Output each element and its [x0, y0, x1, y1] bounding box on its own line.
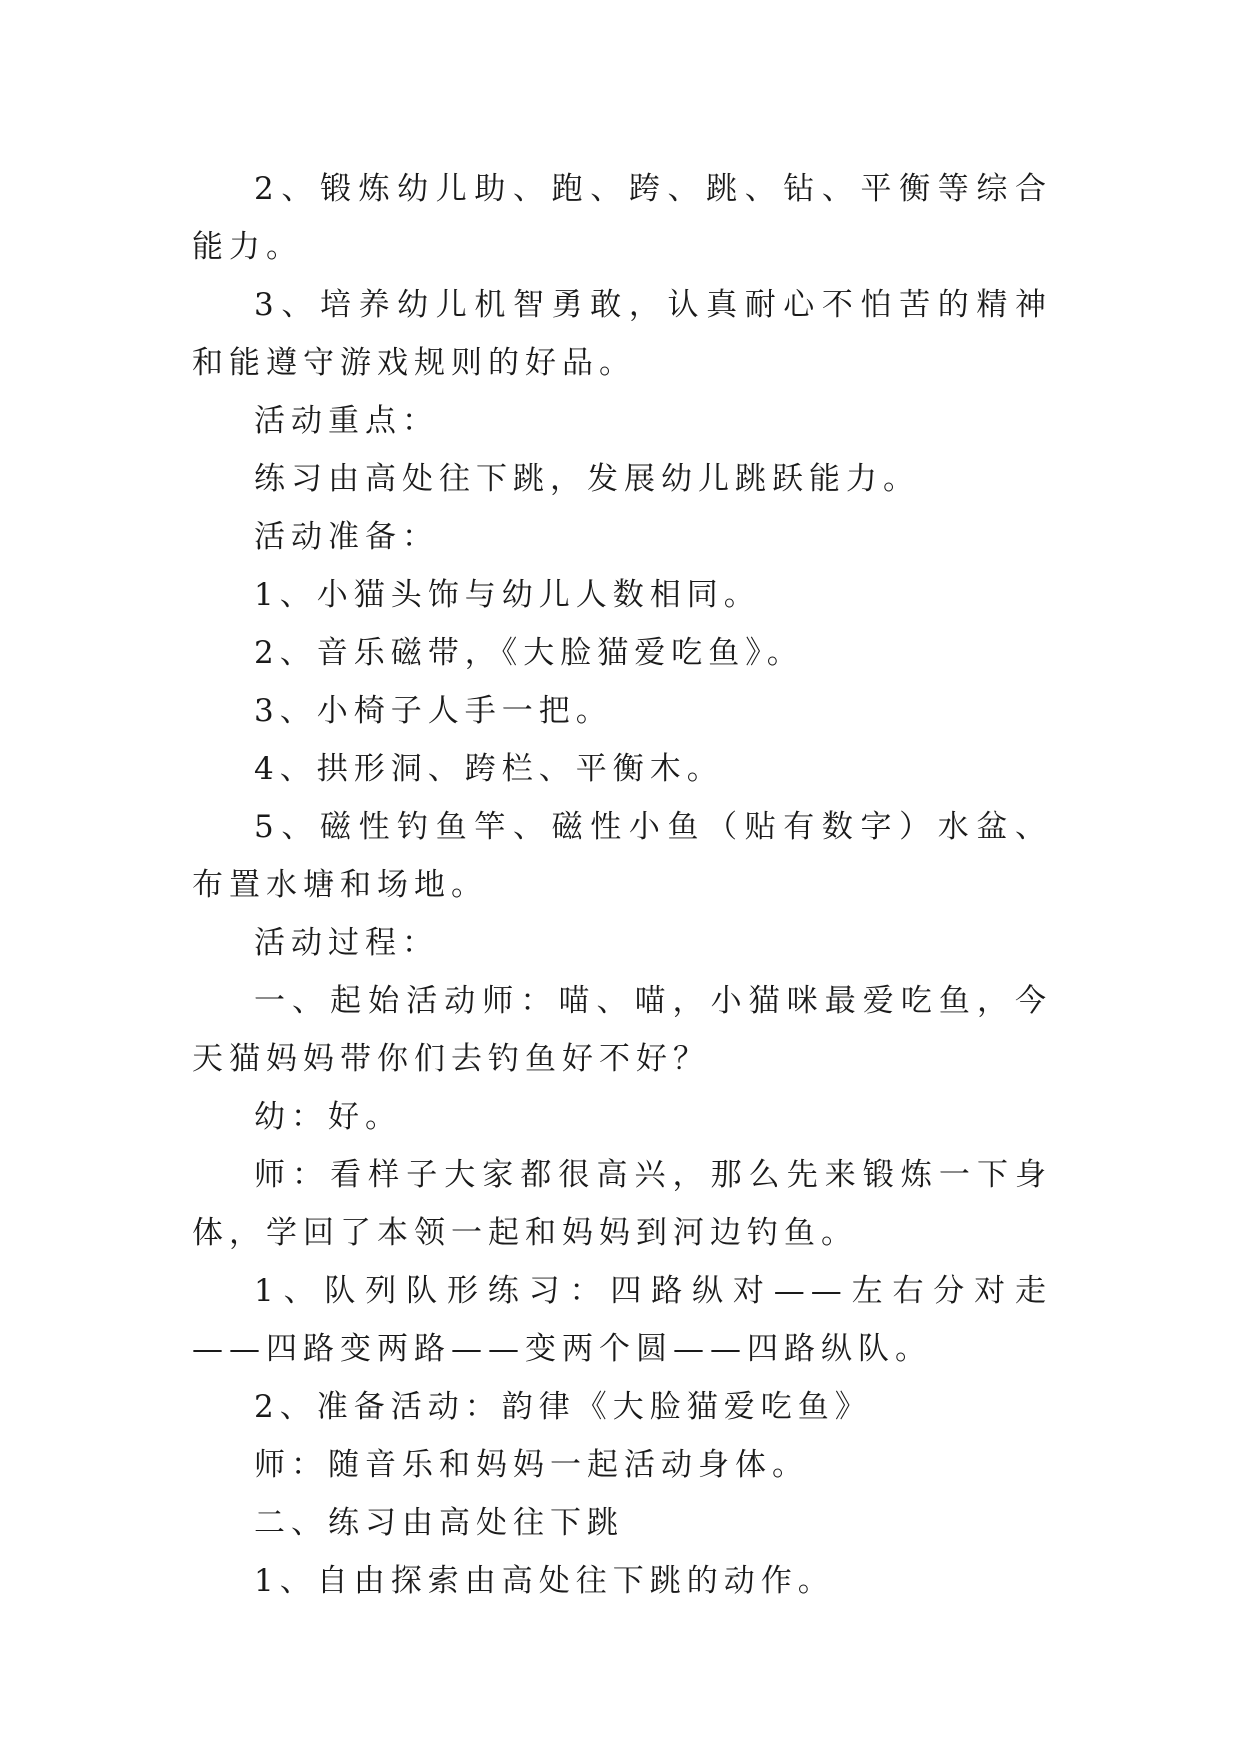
- section-heading: 活动重点：: [254, 403, 439, 439]
- section-heading: 二、练习由高处往下跳: [254, 1505, 624, 1541]
- paragraph: 幼：好。: [254, 1099, 402, 1135]
- paragraph: 一、起始活动师：喵、喵，小猫咪最爱吃鱼，今天猫妈妈带你们去钓鱼好不好？: [192, 983, 1052, 1077]
- list-item: 3、小椅子人手一把。: [254, 693, 613, 729]
- section-heading: 活动准备：: [254, 519, 439, 555]
- list-item: 1、队列队形练习：四路纵对——左右分对走——四路变两路——变两个圆——四路纵队。: [192, 1273, 1052, 1367]
- paragraph: 2、锻炼幼儿助、跑、跨、跳、钻、平衡等综合能力。: [192, 171, 1052, 265]
- paragraph: 练习由高处往下跳，发展幼儿跳跃能力。: [254, 461, 920, 497]
- paragraph: 3、培养幼儿机智勇敢，认真耐心不怕苦的精神和能遵守游戏规则的好品。: [192, 287, 1052, 381]
- list-item: 5、磁性钓鱼竿、磁性小鱼（贴有数字）水盆、布置水塘和场地。: [192, 809, 1052, 903]
- paragraph: 师：随音乐和妈妈一起活动身体。: [254, 1447, 809, 1483]
- list-item: 2、准备活动：韵律《大脸猫爱吃鱼》: [254, 1389, 872, 1425]
- list-item: 1、小猫头饰与幼儿人数相同。: [254, 577, 761, 613]
- section-heading: 活动过程：: [254, 925, 439, 961]
- list-item: 1、自由探索由高处往下跳的动作。: [254, 1563, 835, 1599]
- list-item: 2、音乐磁带，《大脸猫爱吃鱼》。: [254, 635, 804, 671]
- paragraph: 师：看样子大家都很高兴，那么先来锻炼一下身体，学回了本领一起和妈妈到河边钓鱼。: [192, 1157, 1052, 1251]
- document-body: [192, 160, 1052, 1610]
- list-item: 4、拱形洞、跨栏、平衡木。: [254, 751, 724, 787]
